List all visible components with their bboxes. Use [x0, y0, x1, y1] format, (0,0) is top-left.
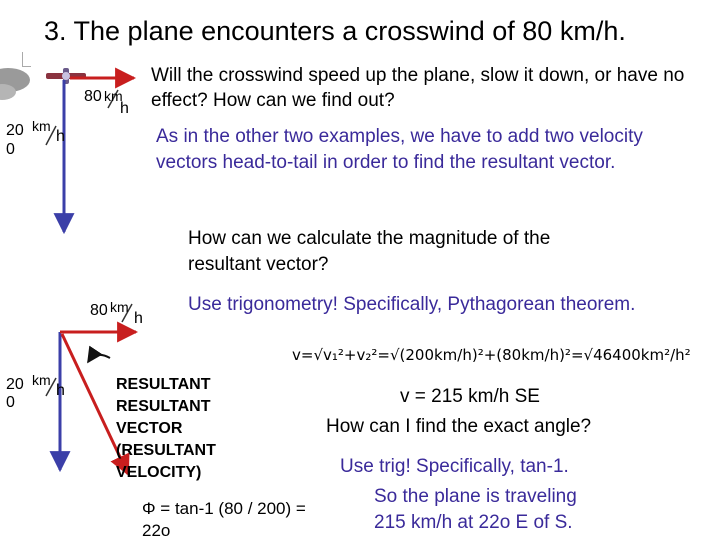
top-speed-unit: km [104, 88, 123, 104]
mid-speed-unit: km [110, 299, 129, 315]
pythagorean-formula: v=√v₁²+v₂²=√(200km/h)²+(80km/h)²=√46400km²/h² [292, 346, 691, 364]
page-title: 3. The plane encounters a crosswind of 80 km/h. [44, 16, 626, 46]
conclusion-line-2: 215 km/h at 22o E of S. [374, 512, 573, 533]
low-speed-zero: 0 [6, 394, 15, 411]
left-speed-unit: km [32, 118, 51, 134]
low-speed-unit: km [32, 372, 51, 388]
pythagorean-answer: Use trigonometry! Specifically, Pythagorean theorem. [188, 294, 636, 315]
magnitude-question: How can we calculate the magnitude of the resultant vector? [188, 228, 551, 275]
angle-arc-arrow [88, 355, 110, 362]
top-speed-den: h [120, 100, 129, 117]
wind-cloud-icon [0, 68, 30, 100]
explanation-text: As in the other two examples, we have to add two velocity vectors head-to-tail in order to find the resultant vector. [156, 126, 643, 173]
low-speed-num: 20 [6, 376, 24, 393]
angle-question: How can I find the exact angle? [326, 416, 592, 437]
resultant-line-1: RESULTANT [116, 376, 211, 393]
low-speed-den: h [56, 382, 65, 399]
resultant-line-2: RESULTANT [116, 398, 211, 415]
resultant-line-5: VELOCITY) [116, 464, 202, 481]
resultant-line-3: VECTOR [116, 420, 183, 437]
question-text: Will the crosswind speed up the plane, slow it down, or have no effect? How can we find out? [151, 65, 685, 111]
trig-tan-text: Use trig! Specifically, tan-1. [340, 456, 569, 477]
phi-calc-line-1: Φ = tan-1 (80 / 200) = [142, 499, 306, 518]
left-speed-num: 20 [6, 122, 24, 139]
conclusion-line-1: So the plane is traveling [374, 486, 577, 507]
phi-calc-line-2: 22o [142, 521, 171, 540]
resultant-line-4: (RESULTANT [116, 442, 216, 459]
top-speed-num: 80 [84, 88, 102, 105]
mid-speed-den: h [134, 310, 143, 327]
resultant-label [116, 374, 216, 484]
left-speed-den: h [56, 128, 65, 145]
airplane-icon [46, 68, 86, 84]
mid-speed-num: 80 [90, 302, 108, 319]
left-speed-zero: 0 [6, 141, 15, 158]
result-velocity: v = 215 km/h SE [400, 386, 540, 407]
